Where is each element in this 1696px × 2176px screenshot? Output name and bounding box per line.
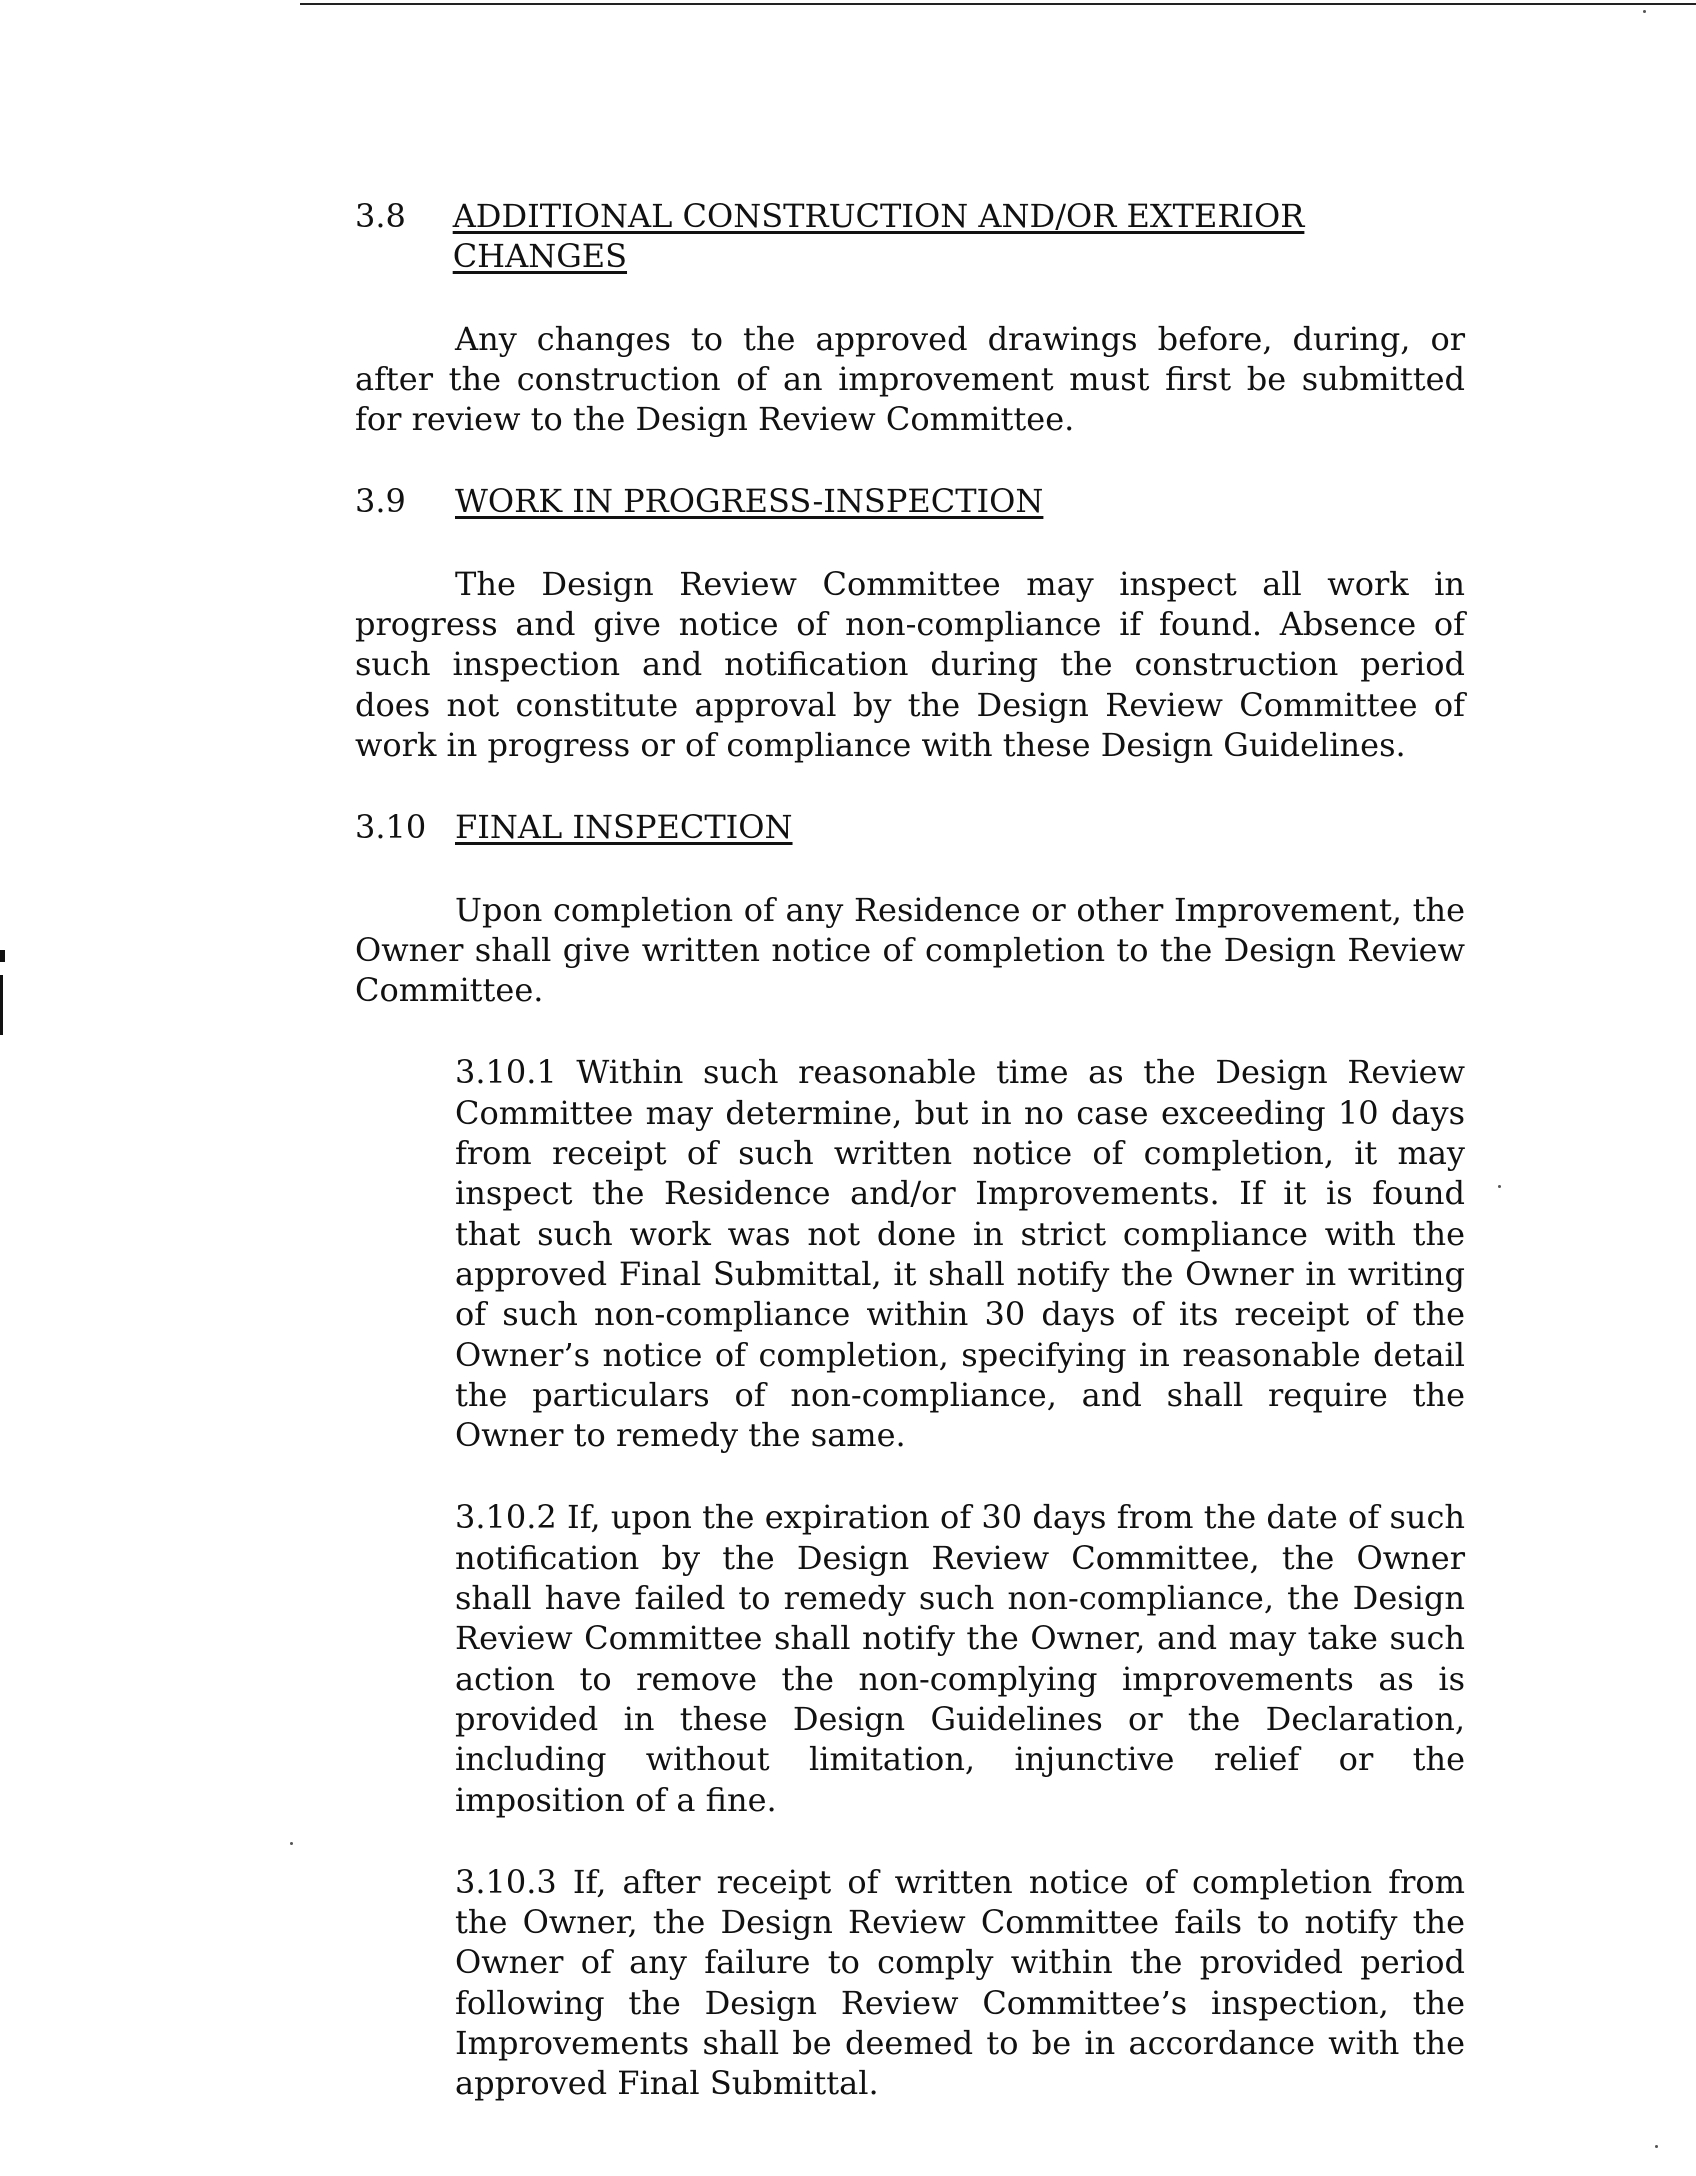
section-number: 3.9 (355, 482, 406, 521)
section-3-9 (355, 481, 1465, 765)
scan-top-edge (300, 3, 1696, 5)
subsection-3-10-2: 3.10.2 If, upon the expiration of 30 days from the date of such notification by the Design Review Committee, the Owner shall have failed to remedy such non-compliance, the Design Review Committee shall notify the Owner, and may take such action to remove the non-complying improvements as is provided in these Design Guidelines or the Declaration, including without limitation, injunctive relief or the imposition of a fine. (455, 1498, 1465, 1819)
scan-speck (1498, 1185, 1501, 1188)
scan-speck (290, 1842, 293, 1845)
section-heading (355, 481, 1465, 521)
section-heading (355, 807, 1465, 847)
section-3-10 (355, 807, 1465, 2103)
subsection-3-10-3: 3.10.3 If, after receipt of written notice of completion from the Owner, the Design Review Committee fails to notify the Owner of any failure to comply within the provided period following the Design Review Committee’s inspection, the Improvements shall be deemed to be in accordance with the approved Final Submittal. (455, 1862, 1465, 2103)
section-title: FINAL INSPECTION (455, 808, 793, 847)
document-page (355, 196, 1465, 2104)
section-number: 3.10 (355, 808, 427, 847)
subsection-3-10-1: 3.10.1 Within such reasonable time as the Design Review Committee may determine, but in no case exceeding 10 days from receipt of such written notice of completion, it may inspect the Residence and/or Improvements. If it is found that such work was not done in strict compliance with the approved Final Submittal, it shall notify the Owner in writing of such non-compliance within 30 days of its receipt of the Owner’s notice of completion, specifying in reasonable detail the particulars of non-compliance, and shall require the Owner to remedy the same. (455, 1053, 1465, 1455)
section-3-8 (355, 196, 1465, 439)
scan-speck (1655, 2145, 1658, 2148)
section-title: ADDITIONAL CONSTRUCTION AND/OR EXTERIOR CHANGES (452, 197, 1305, 276)
section-number: 3.8 (355, 197, 406, 235)
scan-speck (1643, 10, 1646, 13)
section-heading (355, 196, 1465, 277)
paragraph: The Design Review Committee may inspect all work in progress and give notice of non-compliance if found. Absence of such inspection and notification during the construction period does not constitute approval by the Design Review Committee of work in progress or of compliance with these Design Guidelines. (355, 564, 1465, 764)
paragraph: Upon completion of any Residence or other Improvement, the Owner shall give written notice of completion to the Design Review Committee. (355, 890, 1465, 1010)
scan-left-edge-mark (0, 975, 3, 1035)
section-title: WORK IN PROGRESS-INSPECTION (455, 482, 1044, 521)
paragraph: Any changes to the approved drawings before, during, or after the construction of an improvement must first be submitted for review to the Design Review Committee. (355, 319, 1465, 439)
scan-left-edge-mark (0, 950, 5, 962)
